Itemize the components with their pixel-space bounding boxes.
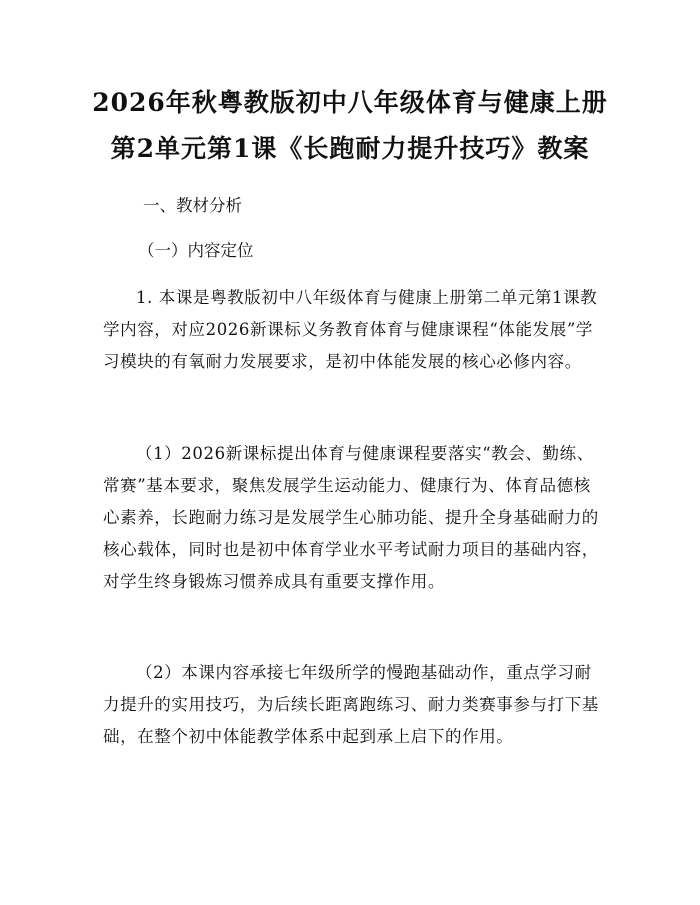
paragraph-continuity: （2）本课内容承接七年级所学的慢跑基础动作，重点学习耐力提升的实用技巧，为后续长距离跑练习、耐力类赛事参与打下基础，在整个初中体能教学体系中起到承上启下的作用。 [103,663,599,746]
document-title-line-1: 2026年秋粤教版初中八年级体育与健康上册 [92,88,608,117]
paragraph-curriculum-standard: （1）2026新课标提出体育与健康课程要落实“教会、勤练、常赛”基本要求，聚焦发展学生运动能力、健康行为、体育品德核心素养，长跑耐力练习是发展学生心肺功能、提升全身基础耐力的核心载体，同时也是初中体育学业水平考试耐力项目的基础内容，对学生终身锻炼习惯养成具有重要支撑作用。 [103,444,599,591]
subsection-heading: （一）内容定位 [138,241,254,260]
section-heading: 一、教材分析 [143,196,242,215]
document-title-line-2: 第2单元第1课《长跑耐力提升技巧》教案 [110,134,590,163]
paragraph-content-positioning: 1. 本课是粤教版初中八年级体育与健康上册第二单元第1课教学内容，对应2026新课标义务教育体育与健康课程“体能发展”学习模块的有氧耐力发展要求，是初中体能发展的核心必修内容。 [103,288,598,371]
